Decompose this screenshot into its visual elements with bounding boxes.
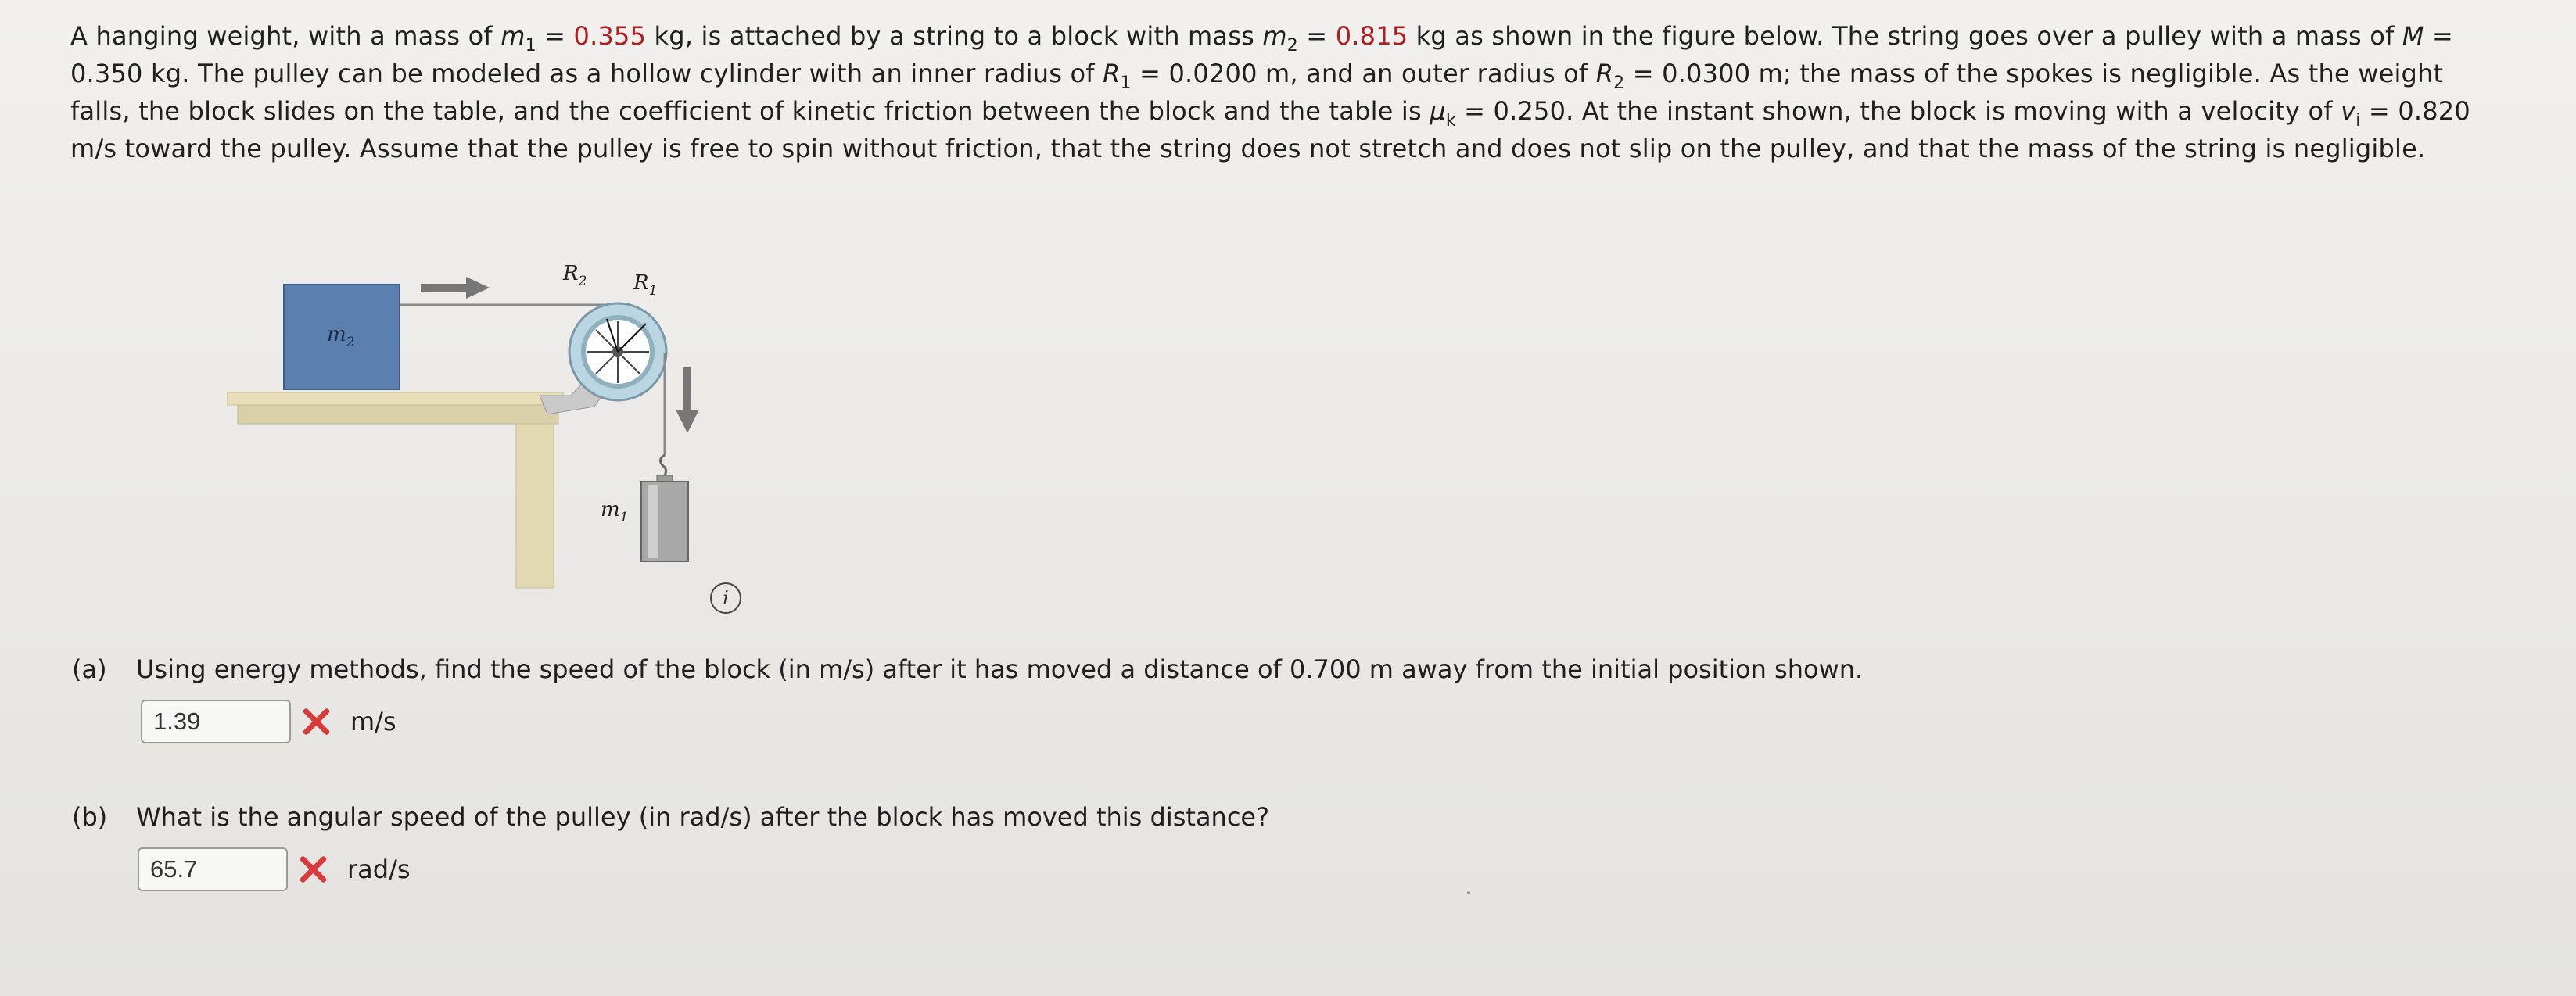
falling-arrow xyxy=(676,367,699,433)
problem-text: A hanging weight, with a mass of $m_1 = 0.355$ kg, is attached by a string to a block with mass $m_2 = 0.815$ kg as shown in the figure below. The string goes over a pulley with a mass of M = 0.350 kg. The pulley can be modeled as a hollow cylinder with an inner radius of $R_1 = 0.0200$ m, and an outer radius of $R_2 = 0.0300$ m; the mass of the spokes is negligible. As the weight falls, the block slides on the table, and the coefficient of kinetic friction between the block and the table is $\mu_k = 0.250$. At the instant shown, the block is moving with a velocity of $v_i = 0.820$ m/s toward the pulley. Assume that the pulley is free to spin without friction, that the string does not stretch and does not slip on the pulley, and that the mass of the string is negligible. xyxy=(70,21,2470,163)
part-b-answer-input[interactable]: 65.7 xyxy=(138,847,288,891)
part-a-unit: m/s xyxy=(350,707,396,736)
table-edge xyxy=(238,405,558,424)
m2-label: $m_2$ xyxy=(327,323,355,350)
m1-value: 0.355 xyxy=(573,21,647,51)
part-b-unit: rad/s xyxy=(347,854,411,884)
hook xyxy=(660,455,666,475)
table-top xyxy=(227,392,563,405)
info-icon[interactable]: i xyxy=(710,582,741,614)
part-b-question xyxy=(72,800,1269,834)
part-a-answer-input[interactable]: 1.39 xyxy=(141,700,291,743)
part-a-question xyxy=(72,652,1863,686)
part-a-answer-row xyxy=(141,700,396,743)
part-b-text: What is the angular speed of the pulley (in rad/s) after the block has moved this distance? xyxy=(136,802,1270,832)
m1-label: $m_1$ xyxy=(601,498,629,525)
table-leg xyxy=(516,424,554,588)
incorrect-x-icon xyxy=(302,708,330,736)
m2-value: 0.815 xyxy=(1335,21,1408,51)
hanging-weight-m1 xyxy=(641,475,688,561)
velocity-arrow xyxy=(421,277,490,299)
part-a-label: (a) xyxy=(72,654,107,684)
pulley-figure xyxy=(227,250,712,594)
problem-statement xyxy=(70,17,2510,167)
part-a-text: Using energy methods, find the speed of the block (in m/s) after it has moved a distance of 0.700 m away from the initial position shown. xyxy=(136,654,1864,684)
part-b-answer-row xyxy=(138,847,411,891)
part-b-label: (b) xyxy=(72,802,108,832)
R1-label: $R_1$ xyxy=(633,271,658,299)
incorrect-x-icon xyxy=(299,855,327,883)
cursor-dot xyxy=(1467,891,1470,894)
R2-label: $R_2$ xyxy=(563,262,587,289)
pulley xyxy=(569,303,666,400)
